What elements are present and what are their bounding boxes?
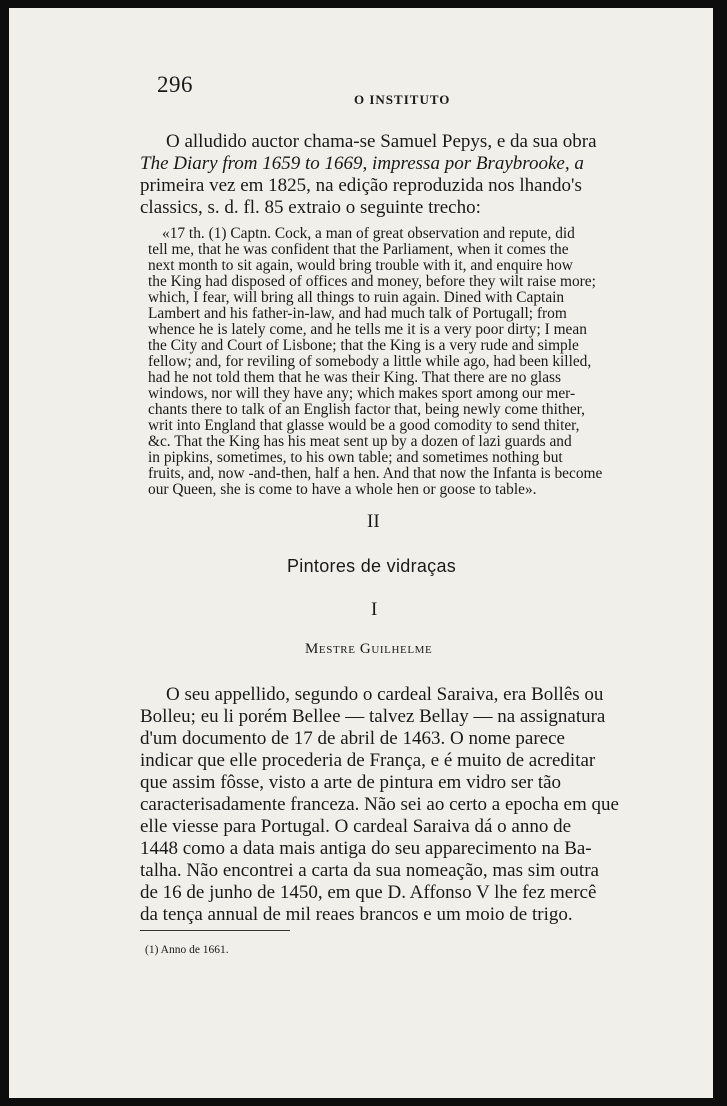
body-line: da tença annual de mil reaes brancos e um moio de trigo. [140,904,573,925]
quote-line: had he not told them that he was their King. That there are no glass [148,369,562,386]
book-page [9,8,713,1098]
intro-line: primeira vez em 1825, na edição reproduzida nos lhando's [140,175,582,196]
body-line: talha. Não encontrei a carta da sua nomeação, mas sim outra [140,860,599,881]
body-line: que assim fôsse, visto a arte de pintura em vidro ser tão [140,772,562,793]
quote-line: Lambert and his father-in-law, and had much talk of Portugall; from [148,305,567,322]
body-line: O seu appellido, segundo o cardeal Saraiva, era Bollês ou [166,684,604,705]
quote-line: the King had disposed of offices and money, before they wilt raise more; [148,273,596,290]
quote-line: next month to sit again, would bring trouble with it, and enquire how [148,257,573,274]
body-line: d'um documento de 17 de abril de 1463. O nome parece [140,728,565,749]
subsection-numeral: I [371,599,378,620]
quote-line: tell me, that he was confident that the Parliament, when it comes the [148,241,569,258]
body-line: Bolleu; eu li porém Bellee — talvez Bellay — na assignatura [140,706,606,727]
quote-line: writ into England that glasse would be a good comodity to send thiter, [148,417,580,434]
footnote-rule [140,930,290,931]
quote-line: whence he is lately come, and he tells me it is a very poor dirty; I mean [148,321,587,338]
subsection-title: Mestre Guilhelme [305,641,433,657]
quote-line: in pipkins, sometimes, to his own table; and sometimes nothing but [148,449,563,466]
quote-line: &c. That the King has his meat sent up by a dozen of lazi guards and [148,433,572,450]
quote-line: the City and Court of Lisbone; that the King is a very rude and simple [148,337,579,354]
quote-line: our Queen, she is come to have a whole hen or goose to table». [148,481,537,498]
running-title: O INSTITUTO [354,92,451,107]
body-line: 1448 como a data mais antiga do seu apparecimento na Ba- [140,838,592,859]
page-number: 296 [157,72,193,97]
footnote: (1) Anno de 1661. [145,944,229,956]
intro-line [140,153,584,175]
body-line: elle viesse para Portugal. O cardeal Saraiva dá o anno de [140,816,572,837]
intro-line: O alludido auctor chama-se Samuel Pepys, e da sua obra [166,131,597,152]
quote-line: windows, nor will they have any; which makes sport among our mer- [148,385,576,402]
quote-line: which, I fear, will bring all things to ruin again. Dined with Captain [148,289,565,306]
body-line: de 16 de junho de 1450, em que D. Affonso V lhe fez mercê [140,882,597,903]
quote-line: fruits, and, now -and-then, half a hen. And that now the Infanta is become [148,465,603,482]
quote-line: chants there to talk of an English factor that, being newly come thither, [148,401,586,418]
section-title: Pintores de vidraças [287,556,457,576]
quote-line: «17 th. (1) Captn. Cock, a man of great observation and repute, did [162,225,575,242]
body-line: indicar que elle procederia de França, e é muito de acreditar [140,750,596,771]
intro-line: classics, s. d. fl. 85 extraio o seguinte trecho: [140,197,481,218]
intro-line-italic: The Diary from 1659 to 1669, impressa por Braybrooke, a [140,153,584,174]
section-numeral: II [367,511,380,532]
body-line: caracterisadamente franceza. Não sei ao certo a epocha em que [140,794,619,815]
quote-line: fellow; and, for reviling of somebody a little while ago, had been killed, [148,353,592,370]
